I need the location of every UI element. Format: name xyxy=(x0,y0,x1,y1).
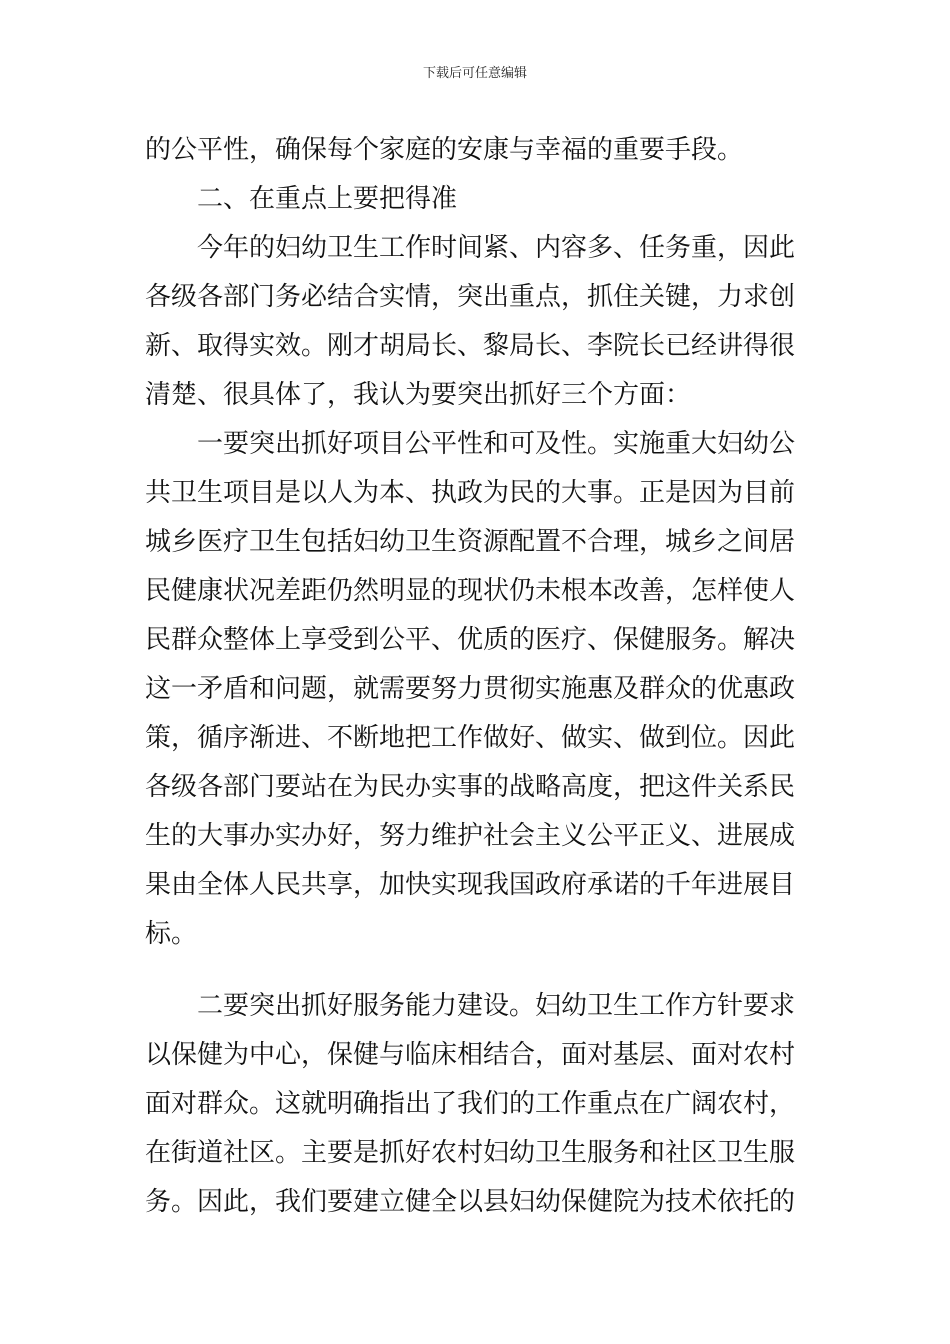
text-line: 各级各部门要站在为民办实事的战略高度，把这件关系民 xyxy=(145,772,796,802)
page-header: 下载后可任意编辑 xyxy=(422,66,527,81)
text-line: 果由全体人民共享，加快实现我国政府承诺的千年进展目 xyxy=(145,870,796,900)
paragraph-continued xyxy=(145,126,807,175)
text-line: 这一矛盾和问题，就需要努力贯彻实施惠及群众的优惠政 xyxy=(145,674,796,704)
text-line: 务。因此，我们要建立健全以县妇幼保健院为技术依托的 xyxy=(145,1187,796,1217)
paragraph xyxy=(145,982,807,1227)
heading-line: 二、在重点上要把得准 xyxy=(197,184,458,214)
text-line: 以保健为中心，保健与临床相结合，面对基层、面对农村 xyxy=(145,1040,796,1070)
text-line: 今年的妇幼卫生工作时间紧、内容多、任务重，因此 xyxy=(197,233,796,263)
section-heading xyxy=(145,175,807,224)
paragraph xyxy=(145,224,807,420)
text-line: 二要突出抓好服务能力建设。妇幼卫生工作方针要求 xyxy=(197,991,796,1021)
text-line: 一要突出抓好项目公平性和可及性。实施重大妇幼公 xyxy=(197,429,796,459)
text-line: 城乡医疗卫生包括妇幼卫生资源配置不合理，城乡之间居 xyxy=(145,527,796,557)
text-line: 民群众整体上享受到公平、优质的医疗、保健服务。解决 xyxy=(145,625,796,655)
text-line: 清楚、很具体了，我认为要突出抓好三个方面： xyxy=(145,380,692,410)
paragraph-spacer xyxy=(145,959,807,982)
text-line: 面对群众。这就明确指出了我们的工作重点在广阔农村， xyxy=(145,1089,796,1119)
paragraph xyxy=(145,420,807,959)
text-line: 各级各部门务必结合实情，突出重点，抓住关键，力求创 xyxy=(145,282,796,312)
text-line: 标。 xyxy=(145,919,198,949)
text-line: 策，循序渐进、不断地把工作做好、做实、做到位。因此 xyxy=(145,723,796,753)
text-line: 的公平性，确保每个家庭的安康与幸福的重要手段。 xyxy=(145,135,744,165)
text-line: 共卫生项目是以人为本、执政为民的大事。正是因为目前 xyxy=(145,478,796,508)
text-line: 在街道社区。主要是抓好农村妇幼卫生服务和社区卫生服 xyxy=(145,1138,796,1168)
text-line: 民健康状况差距仍然明显的现状仍未根本改善，怎样使人 xyxy=(145,576,796,606)
text-line: 新、取得实效。刚才胡局长、黎局长、李院长已经讲得很 xyxy=(145,331,796,361)
text-line: 生的大事办实办好，努力维护社会主义公平正义、进展成 xyxy=(145,821,796,851)
document-body xyxy=(145,126,807,1227)
